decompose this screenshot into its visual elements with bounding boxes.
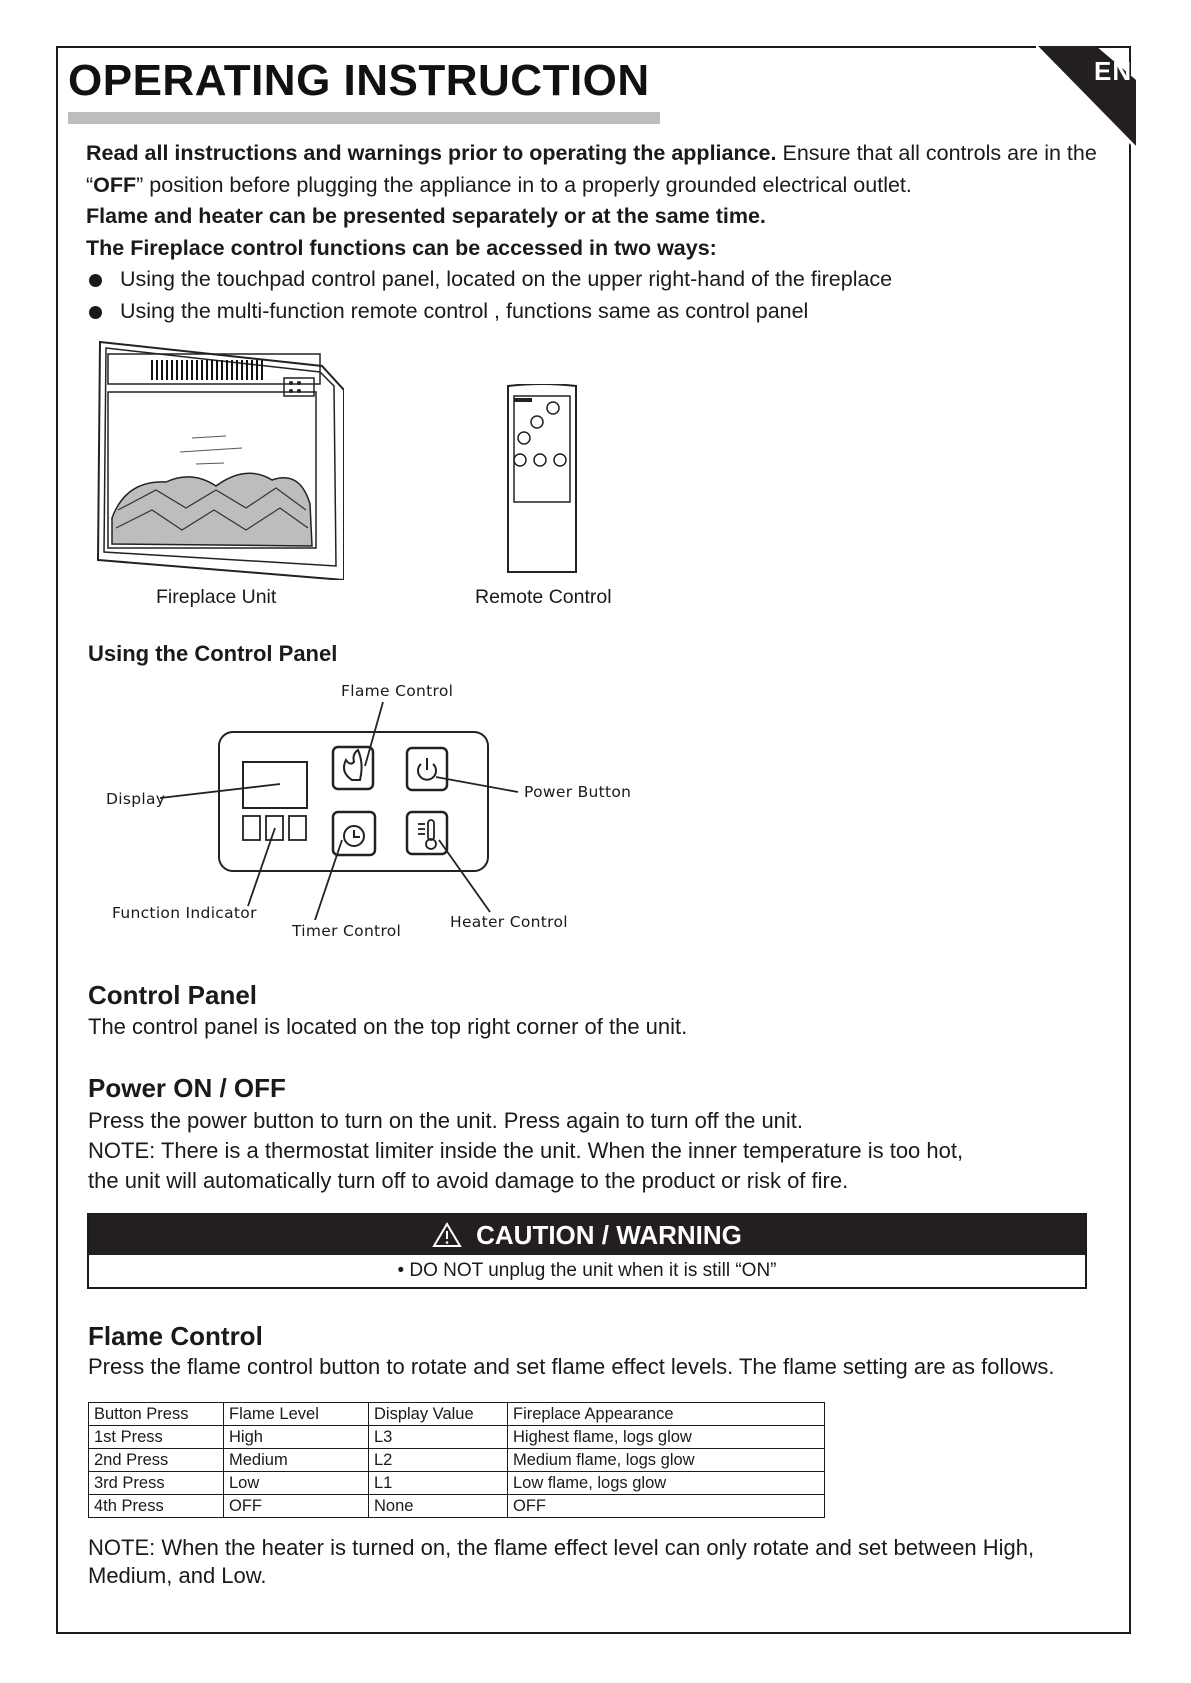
label-display: Display — [106, 790, 166, 808]
flame-note — [88, 1534, 1128, 1590]
power-line-2: NOTE: There is a thermostat limiter inside the unit. When the inner temperature is too hot, — [88, 1138, 964, 1163]
table-cell: L1 — [369, 1472, 508, 1495]
intro-line-2: Flame and heater can be presented separately or at the same time. — [86, 204, 766, 228]
table-row — [89, 1426, 825, 1449]
table-row — [89, 1495, 825, 1518]
flame-intro-line: Press the flame control button to rotate and set flame effect levels. The flame setting are as follows. — [88, 1354, 1055, 1379]
label-heater-control: Heater Control — [450, 913, 568, 931]
table-header-row — [89, 1403, 825, 1426]
label-timer-control: Timer Control — [292, 922, 402, 940]
control-panel-diagram — [0, 700, 700, 920]
control-panel-line: The control panel is located on the top right corner of the unit. — [88, 1014, 688, 1039]
page-title: OPERATING INSTRUCTION — [68, 56, 650, 105]
power-line-3: the unit will automatically turn off to avoid damage to the product or risk of fire. — [88, 1168, 849, 1193]
table-cell: 4th Press — [89, 1495, 224, 1518]
bullet-remote: Using the multi-function remote control , functions same as control panel — [86, 296, 1126, 328]
intro-text-a: Ensure that all controls are in the “ — [86, 141, 1097, 197]
remote-control-illustration — [502, 384, 582, 578]
table-header-cell: Fireplace Appearance — [508, 1403, 825, 1426]
table-cell: OFF — [224, 1495, 369, 1518]
table-cell: High — [224, 1426, 369, 1449]
table-cell: L3 — [369, 1426, 508, 1449]
intro-text-b: ” position before plugging the appliance in to a properly grounded electrical outlet. — [136, 172, 912, 197]
caution-body: • DO NOT unplug the unit when it is still “ON” — [397, 1260, 777, 1281]
flame-settings-table — [88, 1402, 825, 1518]
power-heading: Power ON / OFF — [88, 1073, 286, 1103]
table-cell: L2 — [369, 1449, 508, 1472]
control-panel-text — [88, 1012, 1128, 1042]
fireplace-caption: Fireplace Unit — [156, 586, 277, 608]
label-flame-control: Flame Control — [341, 682, 454, 700]
table-header-cell: Flame Level — [224, 1403, 369, 1426]
label-power-button: Power Button — [524, 783, 632, 801]
title-underline — [68, 112, 660, 124]
control-panel-diagram-heading: Using the Control Panel — [88, 641, 338, 666]
remote-caption: Remote Control — [475, 586, 612, 608]
flame-text — [88, 1352, 1128, 1382]
power-text — [88, 1106, 1128, 1196]
intro-line-1 — [86, 138, 1126, 201]
intro-off-word: OFF — [93, 172, 137, 197]
flame-heading: Flame Control — [88, 1321, 263, 1351]
intro-text — [86, 138, 1126, 327]
table-cell: None — [369, 1495, 508, 1518]
table-cell: OFF — [508, 1495, 825, 1518]
table-cell: 1st Press — [89, 1426, 224, 1449]
table-cell: 3rd Press — [89, 1472, 224, 1495]
warning-triangle-icon — [432, 1222, 462, 1248]
label-function-indicator: Function Indicator — [112, 904, 257, 922]
table-row — [89, 1472, 825, 1495]
flame-note-line-2: Medium, and Low. — [88, 1563, 267, 1588]
power-line-1: Press the power button to turn on the unit. Press again to turn off the unit. — [88, 1108, 804, 1133]
bullet-touchpad: Using the touchpad control panel, located on the upper right-hand of the fireplace — [86, 264, 1126, 296]
table-cell: Medium — [224, 1449, 369, 1472]
control-panel-heading: Control Panel — [88, 980, 258, 1010]
intro-line-3: The Fireplace control functions can be accessed in two ways: — [86, 235, 717, 260]
table-header-cell: Button Press — [89, 1403, 224, 1426]
table-cell: Low flame, logs glow — [508, 1472, 825, 1495]
table-cell: Low — [224, 1472, 369, 1495]
caution-header — [89, 1215, 1085, 1255]
table-header-cell: Display Value — [369, 1403, 508, 1426]
table-cell: Medium flame, logs glow — [508, 1449, 825, 1472]
language-badge: EN — [1094, 56, 1133, 86]
table-row — [89, 1449, 825, 1472]
caution-box — [87, 1213, 1087, 1289]
caution-title: CAUTION / WARNING — [476, 1219, 742, 1250]
table-cell: Highest flame, logs glow — [508, 1426, 825, 1449]
fireplace-unit-illustration — [96, 340, 344, 580]
table-cell: 2nd Press — [89, 1449, 224, 1472]
intro-bold-lead: Read all instructions and warnings prior to operating the appliance. — [86, 141, 777, 165]
flame-note-line-1: NOTE: When the heater is turned on, the flame effect level can only rotate and set between High, — [88, 1535, 1035, 1560]
